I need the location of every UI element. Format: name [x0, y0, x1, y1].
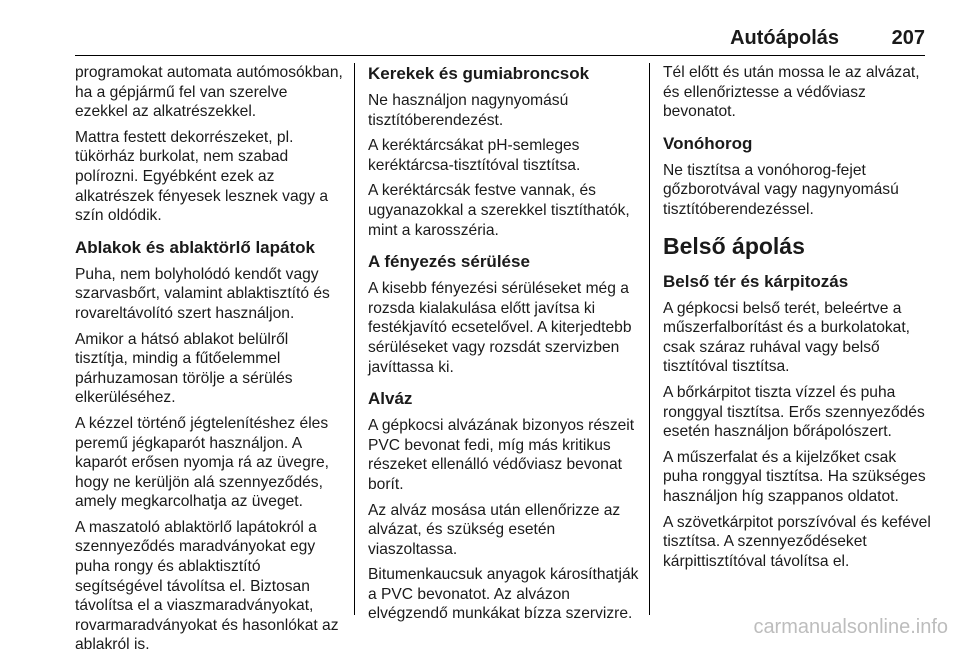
- paragraph: A gépkocsi belső terét, beleértve a műszerfalborítást és a burkolatokat, csak száraz ruhával vagy belső tisztítóval tisztítsa.: [663, 299, 911, 376]
- paragraph: programokat automata autómosókban, ha a gépjármű fel van szerelve ezekkel az alkatrészekkel.: [75, 64, 343, 121]
- column-1: [75, 63, 343, 661]
- paragraph: Mattra festett dekorrészeket, pl. tükörház burkolat, nem szabad polírozni. Egyébként ezek az alkatrészek fényesek lesznek vagy a szín oldódik.: [75, 128, 329, 225]
- page-number: 207: [891, 27, 925, 49]
- column-divider: [354, 63, 355, 615]
- column-divider: [649, 63, 650, 615]
- heading-underbody: Alváz: [368, 389, 413, 409]
- paragraph: A gépkocsi alvázának bizonyos részeit PVC bevonat fedi, míg más kritikus részeket ellenálló védőviasz bevonat borít.: [368, 417, 635, 493]
- paragraph: Bitumenkaucsuk anyagok károsíthatják a PVC bevonatot. Az alvázon elvégzendő munkákat bízza szervizre.: [368, 566, 639, 623]
- paragraph: A keréktárcsákat pH-semleges keréktárcsa-tisztítóval tisztítsa.: [368, 137, 581, 174]
- heading-interior-upholstery: Belső tér és kárpitozás: [663, 271, 849, 291]
- page-header: [75, 27, 925, 57]
- header-rule: [75, 55, 925, 56]
- heading-windows-wipers: Ablakok és ablaktörlő lapátok: [75, 237, 315, 257]
- paragraph: Puha, nem bolyholódó kendőt vagy szarvasbőrt, valamint ablaktisztító és rovareltávolító szert használjon.: [75, 265, 330, 322]
- paragraph: A műszerfalat és a kijelzőket csak puha ronggyal tisztítsa. Ha szükséges használjon híg szappanos oldatot.: [663, 448, 926, 505]
- heading-wheels-tyres: Kerekek és gumiabroncsok: [368, 64, 590, 83]
- paragraph: Amikor a hátsó ablakot belülről tisztítja, mindig a fűtőelemmel párhuzamosan törölje a sérülés elkerüléséhez.: [75, 330, 293, 407]
- paragraph: Tél előtt és után mossa le az alvázat, és ellenőriztesse a védőviasz bevonatot.: [663, 64, 920, 121]
- paragraph: A bőrkárpitot tiszta vízzel és puha ronggyal tisztítsa. Erős szennyeződés esetén használjon bőrápolószert.: [663, 383, 925, 441]
- paragraph: Ne használjon nagynyomású tisztítóberendezést.: [368, 92, 569, 129]
- section-title: Autóápolás: [730, 27, 839, 49]
- paragraph: A kézzel történő jégtelenítéshez éles peremű jégkaparót használjon. A kaparót erősen nyomja rá az üvegre, hogy ne kerüljön alá szennyeződés, amely megkarcolhatja az üveget.: [75, 414, 329, 511]
- paragraph: A szövetkárpitot porszívóval és kefével tisztítsa. A szennyeződéseket kárpittisztítóval távolítsa el.: [663, 513, 931, 570]
- column-2: [368, 63, 640, 630]
- column-3: [663, 63, 933, 577]
- paragraph: Ne tisztítsa a vonóhorog-fejet gőzborotvával vagy nagynyomású tisztítóberendezéssel.: [663, 161, 899, 218]
- paragraph: A maszatoló ablaktörlő lapátokról a szennyeződés maradványokat egy puha rongy és ablaktisztító segítségével távolítsa el. Biztosan távolítsa el a viaszmaradványokat, rovarmaradványokat és hasonlókat az ablakról is.: [75, 518, 339, 654]
- watermark: carmanualsonline.info: [753, 616, 948, 638]
- paragraph: Az alváz mosása után ellenőrizze az alvázat, és szükség esetén viaszoltassa.: [368, 501, 621, 558]
- heading-paint-damage: A fényezés sérülése: [368, 252, 530, 272]
- paragraph: A keréktárcsák festve vannak, és ugyanazokkal a szerekkel tisztíthatók, mint a karosszéria.: [368, 182, 630, 239]
- paragraph: A kisebb fényezési sérüléseket még a rozsda kialakulása előtt javítsa ki festékjavító ecsetelővel. A kiterjedtebb sérüléseket vagy rozsdát szervizben javíttassa ki.: [368, 280, 632, 376]
- heading-interior-care: Belső ápolás: [663, 232, 805, 259]
- heading-towbar: Vonóhorog: [663, 133, 753, 153]
